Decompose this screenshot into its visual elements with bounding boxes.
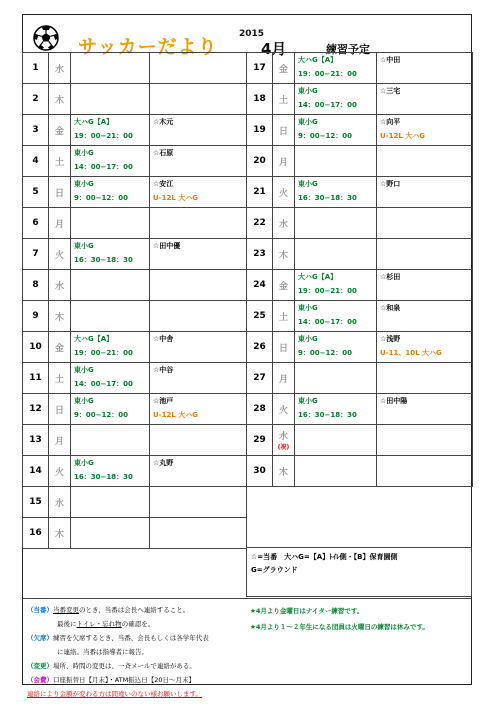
practice-time: 19：00−21：00 (298, 70, 357, 78)
day-number: 15 (23, 487, 49, 518)
practice-time: 14：00−17：00 (74, 380, 133, 388)
day-number: 30 (247, 456, 273, 487)
weekday (49, 239, 71, 270)
practice-place: 大ハG【A】 (74, 335, 114, 343)
weekday (49, 363, 71, 394)
legend-box (246, 547, 472, 597)
schedule-heading: 練習予定 (326, 43, 370, 56)
year-label: 2015 (239, 29, 265, 39)
duty-cell (150, 177, 247, 208)
note-tag: （欠席） (27, 634, 53, 642)
weekday-label: 火 (278, 405, 288, 416)
practice-place: 東小G (74, 149, 94, 157)
duty-cell (377, 239, 473, 270)
day-number: 21 (247, 177, 273, 208)
practice-time: 16：30−18：30 (74, 473, 133, 481)
practice-cell (71, 84, 150, 115)
weekday-label: 水 (278, 432, 288, 442)
weekday-label: 金 (54, 343, 64, 354)
day-number: 12 (23, 394, 49, 425)
weekday-label: 日 (278, 126, 288, 137)
weekday-label: 月 (54, 436, 64, 447)
practice-cell (71, 239, 150, 270)
calendar-row (247, 332, 473, 363)
duty-person: ☆木元 (153, 118, 174, 126)
duty-person: ☆中田 (380, 56, 401, 64)
day-number: 24 (247, 270, 273, 301)
calendar-row (247, 53, 473, 84)
duty-cell (377, 53, 473, 84)
weekday (273, 115, 295, 146)
day-number: 28 (247, 394, 273, 425)
practice-cell (71, 394, 150, 425)
practice-cell (71, 332, 150, 363)
weekday-label: 金 (54, 126, 64, 137)
calendar-row (23, 456, 247, 487)
calendar-row (247, 394, 473, 425)
note-text: 練習を欠席するとき、当番、会長もしくは各学年代表 (53, 634, 209, 642)
calendar-row (23, 425, 247, 456)
calendar-row (23, 53, 247, 84)
duty-cell (150, 208, 247, 239)
duty-cell (377, 425, 473, 456)
duty-person: ☆中舎 (153, 335, 174, 343)
note-text: ★4月より１〜２年生になる団員は火曜日の練習は休みです。 (250, 623, 429, 631)
practice-notes (250, 603, 468, 635)
note-text: 場所、時間の変更は、一斉メールで連絡がある。 (53, 662, 196, 670)
practice-cell (71, 270, 150, 301)
calendar-row (23, 487, 247, 518)
practice-cell (295, 425, 377, 456)
practice-cell (71, 177, 150, 208)
calendar-row (247, 208, 473, 239)
practice-place: 東小G (298, 180, 318, 188)
weekday (273, 394, 295, 425)
day-number: 8 (23, 270, 49, 301)
day-number: 18 (247, 84, 273, 115)
practice-time: 9：00−12：00 (74, 411, 128, 419)
practice-place: 大ハG【A】 (298, 56, 338, 64)
calendar-row (23, 239, 247, 270)
day-number: 29 (247, 425, 273, 456)
weekday (273, 332, 295, 363)
note-text: に連絡。当番は指導者に報告。 (57, 648, 148, 656)
weekday (49, 332, 71, 363)
weekday (49, 456, 71, 487)
weekday-label: 土 (54, 374, 64, 385)
weekday (49, 177, 71, 208)
practice-cell (71, 518, 150, 549)
duty-cell (377, 301, 473, 332)
duty-cell (150, 456, 247, 487)
practice-time: 19：00−21：00 (74, 132, 133, 140)
duty-cell (150, 363, 247, 394)
calendar-row (247, 146, 473, 177)
weekday (49, 208, 71, 239)
duty-cell (150, 487, 247, 518)
practice-cell (295, 115, 377, 146)
weekday (273, 425, 295, 456)
practice-time: 16：30−18：30 (298, 411, 357, 419)
weekday (49, 394, 71, 425)
practice-time: 9：00−12：00 (298, 132, 352, 140)
practice-cell (71, 487, 150, 518)
weekday (49, 487, 71, 518)
weekday-label: 木 (54, 95, 64, 106)
duty-cell (150, 84, 247, 115)
calendar-row (247, 115, 473, 146)
practice-place: 東小G (298, 304, 318, 312)
duty-cell (150, 518, 247, 549)
duty-cell (377, 84, 473, 115)
duty-person: ☆中谷 (153, 366, 174, 374)
weekday-label: 木 (278, 467, 288, 478)
weekday (49, 115, 71, 146)
weekday (273, 177, 295, 208)
duty-cell (377, 270, 473, 301)
practice-place: 東小G (298, 335, 318, 343)
weekday (49, 146, 71, 177)
practice-place: 大ハG【A】 (74, 118, 114, 126)
practice-cell (71, 115, 150, 146)
day-number: 9 (23, 301, 49, 332)
day-number: 22 (247, 208, 273, 239)
day-number: 25 (247, 301, 273, 332)
practice-cell (295, 301, 377, 332)
practice-place: 大ハG【A】 (298, 273, 338, 281)
note-tag: （変更） (27, 662, 53, 670)
practice-cell (295, 239, 377, 270)
weekday (273, 239, 295, 270)
weekday-label: 日 (278, 343, 288, 354)
day-number: 26 (247, 332, 273, 363)
calendar-row (247, 84, 473, 115)
duty-cell (377, 332, 473, 363)
practice-cell (295, 84, 377, 115)
weekday-label: 土 (278, 95, 288, 106)
rules-notes (27, 603, 247, 701)
practice-time: 9：00−12：00 (74, 194, 128, 202)
practice-cell (71, 208, 150, 239)
legend-line: ☆=当番 大ハG=【A】ﾄｲﾚ側・【B】保育園側 (251, 553, 398, 561)
duty-cell (150, 425, 247, 456)
practice-place: 東小G (74, 180, 94, 188)
practice-cell (295, 208, 377, 239)
calendar-row (247, 456, 473, 487)
day-number: 20 (247, 146, 273, 177)
practice-time: 19：00−21：00 (74, 349, 133, 357)
weekday (49, 301, 71, 332)
weekday-label: 木 (54, 312, 64, 323)
calendar-row (247, 270, 473, 301)
weekday (273, 456, 295, 487)
calendar-row (247, 301, 473, 332)
duty-cell (150, 115, 247, 146)
day-number: 27 (247, 363, 273, 394)
weekday (273, 84, 295, 115)
weekday-label: 水 (278, 219, 288, 230)
calendar-row (23, 208, 247, 239)
duty-person: ☆安江 (153, 180, 174, 188)
weekday (49, 84, 71, 115)
practice-place: 東小G (298, 118, 318, 126)
weekday-label: 木 (278, 250, 288, 261)
note-text: トイレ・忘れ物 (76, 620, 122, 628)
weekday (49, 425, 71, 456)
practice-time: 14：00−17：00 (74, 163, 133, 171)
soccer-ball-icon (33, 25, 59, 51)
note-tag: （会費） (27, 676, 53, 684)
calendar-row (23, 394, 247, 425)
day-number: 7 (23, 239, 49, 270)
practice-cell (295, 270, 377, 301)
calendar-row (23, 84, 247, 115)
weekday (49, 53, 71, 84)
practice-place: 東小G (298, 87, 318, 95)
duty-person: ☆野口 (380, 180, 401, 188)
practice-place: 東小G (74, 242, 94, 250)
note-text: 口座振替日【月末】・ATM振込日【20日〜月末】 (53, 676, 196, 684)
weekday (273, 208, 295, 239)
practice-cell (295, 363, 377, 394)
duty-cell (377, 115, 473, 146)
weekday (273, 363, 295, 394)
practice-place: 東小G (74, 397, 94, 405)
weekday-label: 木 (54, 529, 64, 540)
duty-cell (377, 208, 473, 239)
note-text: 当番変更 (53, 606, 79, 614)
match-info: U-11、10L 大ハG (380, 349, 442, 357)
practice-time: 16：30−18：30 (298, 194, 357, 202)
weekday (49, 270, 71, 301)
weekday (273, 270, 295, 301)
calendar-left (22, 52, 247, 549)
day-number: 6 (23, 208, 49, 239)
duty-cell (150, 270, 247, 301)
calendar-row (23, 332, 247, 363)
duty-person: ☆和泉 (380, 304, 401, 312)
weekday-label: 水 (54, 498, 64, 509)
calendar-row (23, 363, 247, 394)
duty-cell (150, 53, 247, 84)
weekday-label: 月 (278, 157, 288, 168)
calendar-row (247, 363, 473, 394)
practice-place: 東小G (74, 459, 94, 467)
match-info: U-12L 大ハG (153, 411, 198, 419)
duty-person: ☆石原 (153, 149, 174, 157)
duty-person: ☆丸野 (153, 459, 174, 467)
weekday-label: 土 (278, 312, 288, 323)
weekday-label: 土 (54, 157, 64, 168)
practice-time: 9：00−12：00 (298, 349, 352, 357)
match-info: U-12L 大ハG (380, 132, 425, 140)
duty-cell (377, 146, 473, 177)
newsletter-title: サッカーだより (78, 36, 218, 58)
practice-time: 14：00−17：00 (298, 101, 357, 109)
day-number: 1 (23, 53, 49, 84)
duty-cell (150, 332, 247, 363)
day-number: 10 (23, 332, 49, 363)
weekday (273, 53, 295, 84)
calendar-row (247, 425, 473, 456)
weekday-label: 日 (54, 188, 64, 199)
practice-cell (295, 332, 377, 363)
calendar-row (23, 115, 247, 146)
legend-line: G=グラウンド (251, 566, 298, 574)
weekday-label: 金 (278, 281, 288, 292)
weekday-label: 火 (54, 467, 64, 478)
practice-cell (295, 177, 377, 208)
weekday-label: 月 (54, 219, 64, 230)
weekday-label: 水 (54, 281, 64, 292)
calendar-row (23, 518, 247, 549)
practice-cell (71, 146, 150, 177)
day-number: 19 (247, 115, 273, 146)
duty-cell (377, 363, 473, 394)
weekday-label: 火 (54, 250, 64, 261)
practice-cell (71, 456, 150, 487)
duty-person: ☆三宅 (380, 87, 401, 95)
practice-cell (295, 456, 377, 487)
practice-cell (71, 425, 150, 456)
duty-person: ☆池戸 (153, 397, 174, 405)
practice-time: 16：30−18：30 (74, 256, 133, 264)
duty-cell (150, 301, 247, 332)
duty-person: ☆田中陽 (380, 397, 408, 405)
day-number: 2 (23, 84, 49, 115)
duty-person: ☆浅野 (380, 335, 401, 343)
note-text: 最後に (57, 620, 77, 628)
calendar-row (23, 177, 247, 208)
calendar-right (246, 52, 473, 487)
duty-cell (377, 177, 473, 208)
practice-cell (71, 53, 150, 84)
practice-time: 19：00−21：00 (298, 287, 357, 295)
weekday (273, 146, 295, 177)
calendar-row (247, 239, 473, 270)
calendar-row (23, 301, 247, 332)
note-text: の確認を。 (121, 620, 155, 628)
duty-person: ☆向平 (380, 118, 401, 126)
practice-cell (295, 394, 377, 425)
duty-cell (150, 146, 247, 177)
weekday-label: 金 (278, 64, 288, 75)
day-number: 16 (23, 518, 49, 549)
calendar-row (247, 177, 473, 208)
practice-time: 14：00−17：00 (298, 318, 357, 326)
duty-person: ☆田中優 (153, 242, 181, 250)
duty-cell (150, 239, 247, 270)
practice-cell (71, 363, 150, 394)
weekday-label: 火 (278, 188, 288, 199)
duty-person: ☆杉田 (380, 273, 401, 281)
weekday-label: 月 (278, 374, 288, 385)
practice-cell (295, 146, 377, 177)
calendar-row (23, 146, 247, 177)
match-info: U-12L 大ハG (153, 194, 198, 202)
day-number: 3 (23, 115, 49, 146)
practice-cell (71, 301, 150, 332)
month-label: 4月 (261, 40, 287, 58)
practice-cell (295, 53, 377, 84)
duty-cell (377, 456, 473, 487)
fee-warning: 連絡により金額が変わる方は間違いのない様お願いします。 (27, 690, 202, 698)
notes-section (22, 598, 472, 698)
duty-cell (150, 394, 247, 425)
day-number: 4 (23, 146, 49, 177)
day-number: 11 (23, 363, 49, 394)
note-text: ★4月より金曜日はナイター練習です。 (250, 607, 364, 615)
note-tag: （当番） (27, 606, 53, 614)
day-number: 23 (247, 239, 273, 270)
weekday-label: 水 (54, 64, 64, 75)
duty-cell (377, 394, 473, 425)
calendar-row (23, 270, 247, 301)
practice-place: 東小G (74, 366, 94, 374)
weekday (273, 301, 295, 332)
weekday (49, 518, 71, 549)
holiday-mark: (祝) (277, 444, 290, 451)
note-text: のとき、当番は会長へ連絡すること。 (79, 606, 190, 614)
day-number: 13 (23, 425, 49, 456)
weekday-label: 日 (54, 405, 64, 416)
day-number: 17 (247, 53, 273, 84)
practice-place: 東小G (298, 397, 318, 405)
day-number: 5 (23, 177, 49, 208)
day-number: 14 (23, 456, 49, 487)
